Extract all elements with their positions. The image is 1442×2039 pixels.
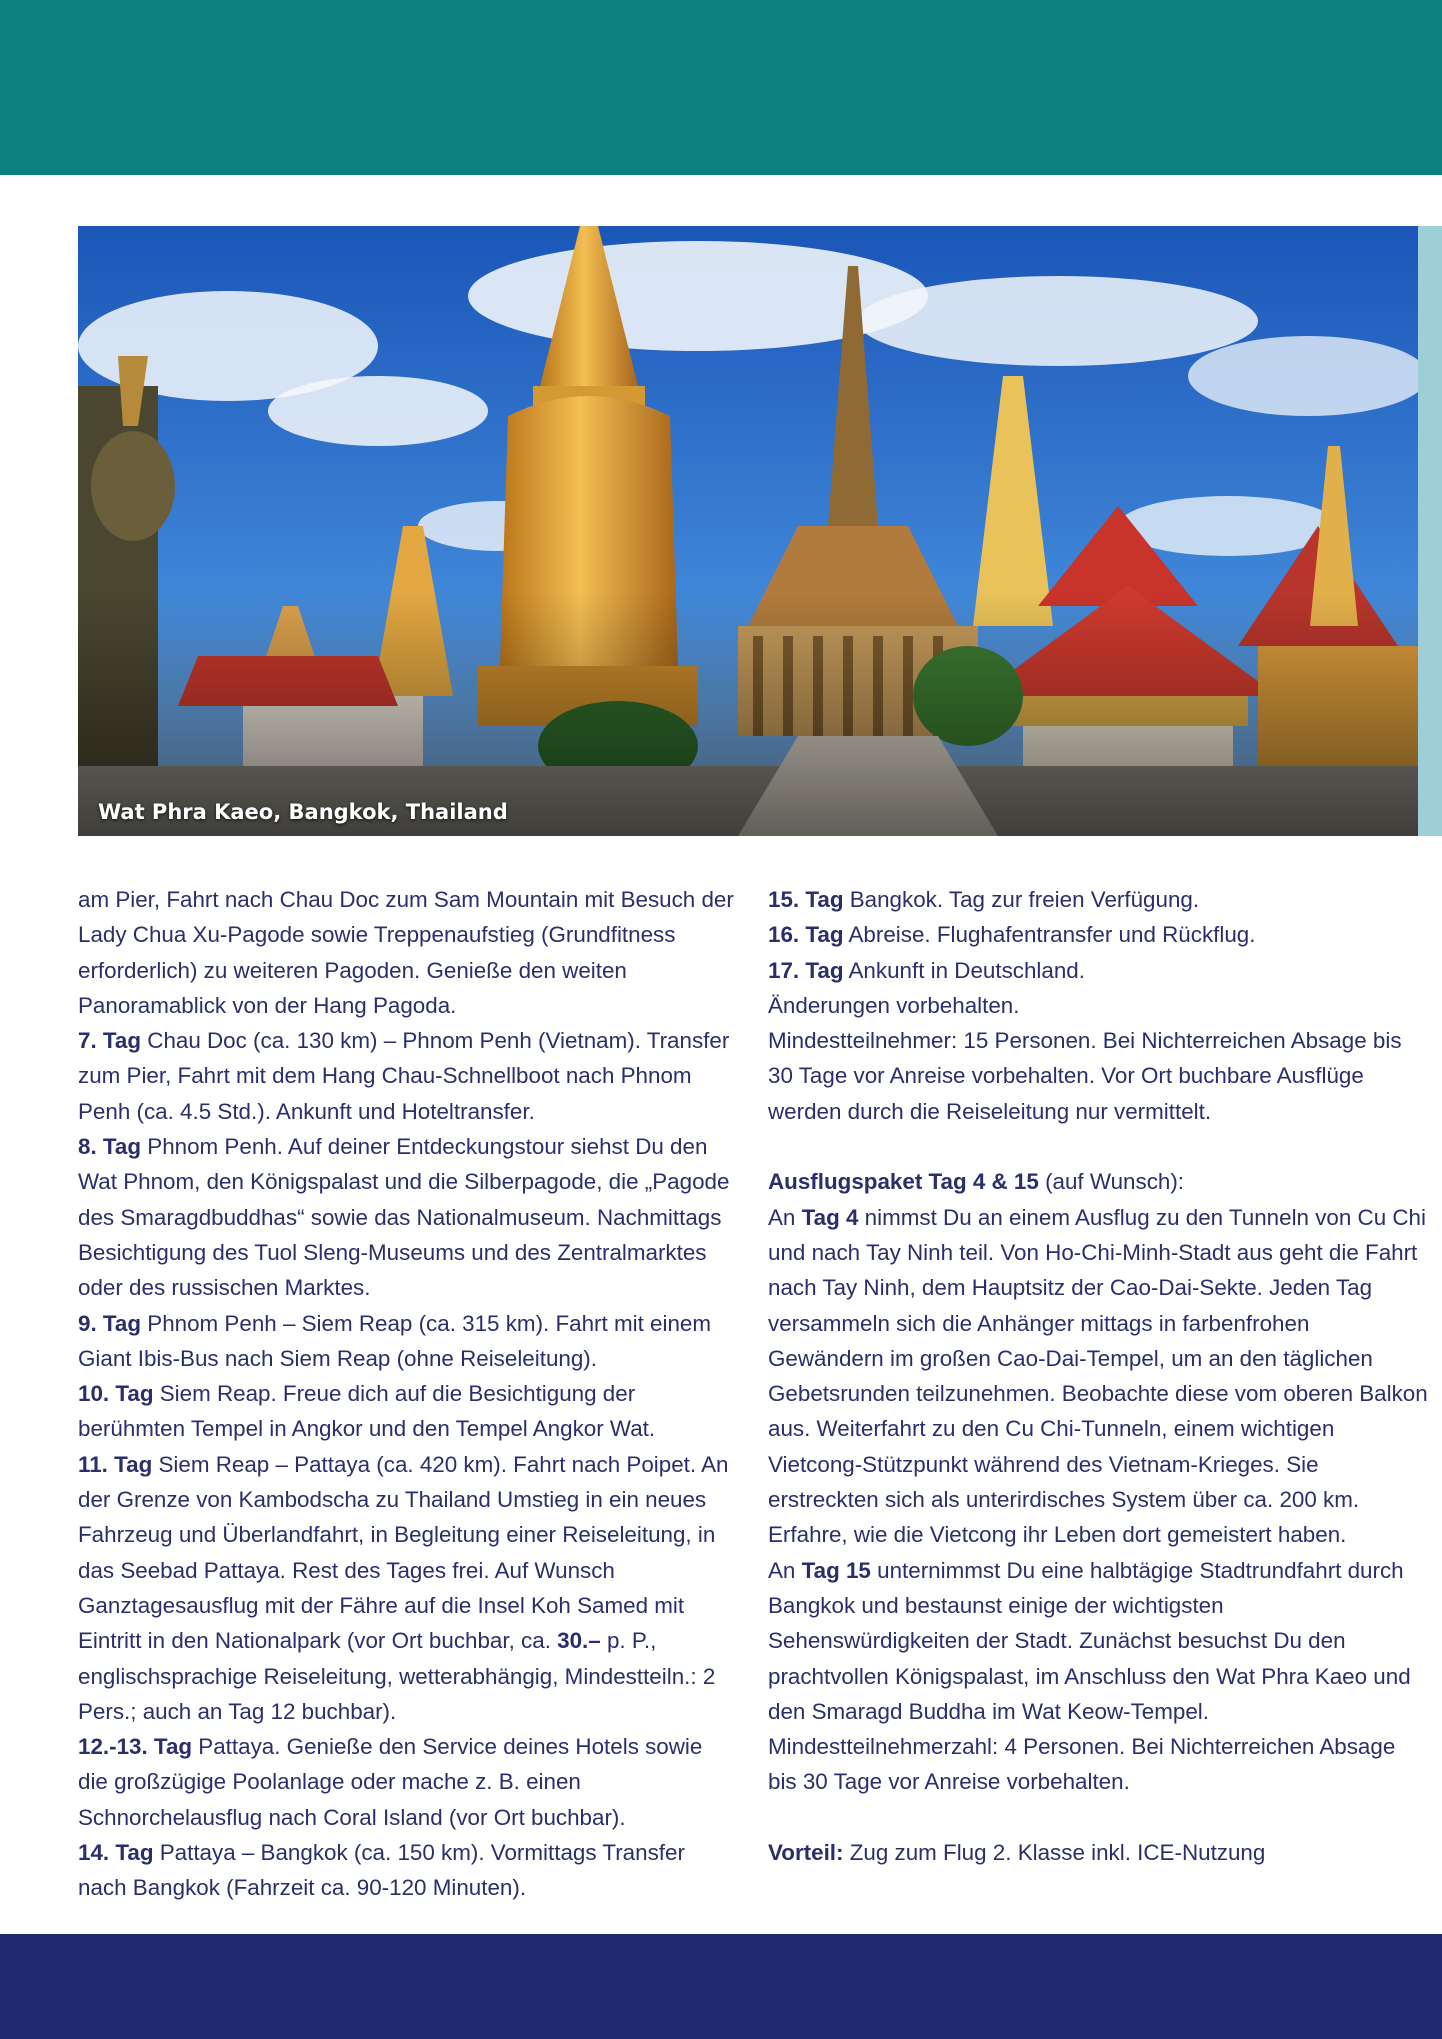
itinerary-day-16: 16. Tag Abreise. Flughafentransfer und Rückflug.: [768, 922, 1256, 948]
changes-note: Änderungen vorbehalten.: [768, 992, 1020, 1018]
excursion-tag-4: An Tag 4 nimmst Du an einem Ausflug zu den Tunneln von Cu Chi und nach Tay Ninh teil. Von Ho-Chi-Minh-Stadt aus geht die Fahrt nach Tay Ninh, dem Hauptsitz der Cao-Dai-Sekte. Jeden Tag versammeln sich die Anhänger mittags in farbenfrohen Gewändern im großen Cao-Dai-Tempel, um an den täglichen Gebetsrunden teilzunehmen. Beobachte diese vom oberen Balkon aus. Weiterfahrt zu den Cu Chi-Tunneln, einem wichtigen Vietcong-Stützpunkt während des Vietnam-Krieges. Sie erstreckten sich als unterirdisches System über ca. 200 km. Erfahre, wie die Vietcong ihr Leben dort gemeistert haben.: [768, 1204, 1428, 1548]
temple-illustration: [78, 226, 1418, 836]
itinerary-right-column: [768, 882, 1428, 1870]
photo-caption: Wat Phra Kaeo, Bangkok, Thailand: [98, 800, 508, 824]
footer-band: [0, 1934, 1442, 2039]
advantage-note: Vorteil: Zug zum Flug 2. Klasse inkl. ICE-Nutzung: [768, 1840, 1266, 1866]
hero-photo: [78, 226, 1418, 836]
itinerary-day-14: 14. Tag Pattaya – Bangkok (ca. 150 km). Vormittags Transfer nach Bangkok (Fahrzeit ca. 90-120 Minuten).: [78, 1840, 685, 1901]
itinerary-day-15: 15. Tag Bangkok. Tag zur freien Verfügung.: [768, 887, 1200, 912]
itinerary-left-column: [78, 882, 738, 1906]
price: 30.–: [557, 1628, 601, 1654]
header-band: [0, 0, 1442, 175]
itinerary-text: am Pier, Fahrt nach Chau Doc zum Sam Mountain mit Besuch der Lady Chua Xu-Pagode sowie Treppenaufstieg (Grundfitness erforderlich) zu weiteren Pagoden. Genieße den weiten Panoramablick von der Hang Pagoda.: [78, 887, 734, 1018]
itinerary-day-11: 11. Tag Siem Reap – Pattaya (ca. 420 km). Fahrt nach Poipet. An der Grenze von Kambodscha zu Thailand Umstieg in ein neues Fahrzeug und Überlandfahrt, in Begleitung einer Reiseleitung, in das Seebad Pattaya. Rest des Tages frei. Auf Wunsch Ganztagesausflug mit der Fähre auf die Insel Koh Samed mit Eintritt in den Nationalpark (vor Ort buchbar, ca. 30.– p. P., englischsprachige Reiseleitung, wetterabhängig, Mindestteiln.: 2 Pers.; auch an Tag 12 buchbar).: [78, 1451, 729, 1724]
excursion-tag-15: An Tag 15 unternimmst Du eine halbtägige Stadtrundfahrt durch Bangkok und bestaunst einige der wichtigsten Sehenswürdigkeiten der Stadt. Zunächst besuchst Du den prachtvollen Königspalast, im Anschluss den Wat Phra Kaeo und den Smaragd Buddha im Wat Keow-Tempel.: [768, 1557, 1411, 1724]
min-participants-note: Mindestteilnehmer: 15 Personen. Bei Nichterreichen Absage bis 30 Tage vor Anreise vorbehalten. Vor Ort buchbare Ausflüge werden durch die Reiseleitung nur vermittelt.: [768, 1028, 1402, 1124]
excursion-min-participants: Mindestteilnehmerzahl: 4 Personen. Bei Nichterreichen Absage bis 30 Tage vor Anreise vorbehalten.: [768, 1734, 1396, 1795]
itinerary-day-10: 10. Tag Siem Reap. Freue dich auf die Besichtigung der berühmten Tempel in Angkor und den Tempel Angkor Wat.: [78, 1381, 656, 1442]
itinerary-day-9: 9. Tag Phnom Penh – Siem Reap (ca. 315 km). Fahrt mit einem Giant Ibis-Bus nach Siem Reap (ohne Reiseleitung).: [78, 1310, 712, 1371]
itinerary-day-12-13: 12.-13. Tag Pattaya. Genieße den Service deines Hotels sowie die großzügige Poolanlage oder mache z. B. einen Schnorchelausflug nach Coral Island (vor Ort buchbar).: [78, 1734, 703, 1830]
itinerary-day-17: 17. Tag Ankunft in Deutschland.: [768, 957, 1085, 983]
excursion-heading: Ausflugspaket Tag 4 & 15 (auf Wunsch):: [768, 1169, 1185, 1195]
itinerary-day-7: 7. Tag Chau Doc (ca. 130 km) – Phnom Penh (Vietnam). Transfer zum Pier, Fahrt mit dem Hang Chau-Schnellboot nach Phnom Penh (ca. 4.5 Std.). Ankunft und Hoteltransfer.: [78, 1028, 730, 1124]
side-accent-strip: [1418, 226, 1442, 836]
itinerary-day-8: 8. Tag Phnom Penh. Auf deiner Entdeckungstour siehst Du den Wat Phnom, den Königspalast und die Silberpagode, die „Pagode des Smaragdbuddhas“ sowie das Nationalmuseum. Nachmittags Besichtigung des Tuol Sleng-Museums und des Zentralmarktes oder des russischen Marktes.: [78, 1134, 730, 1301]
